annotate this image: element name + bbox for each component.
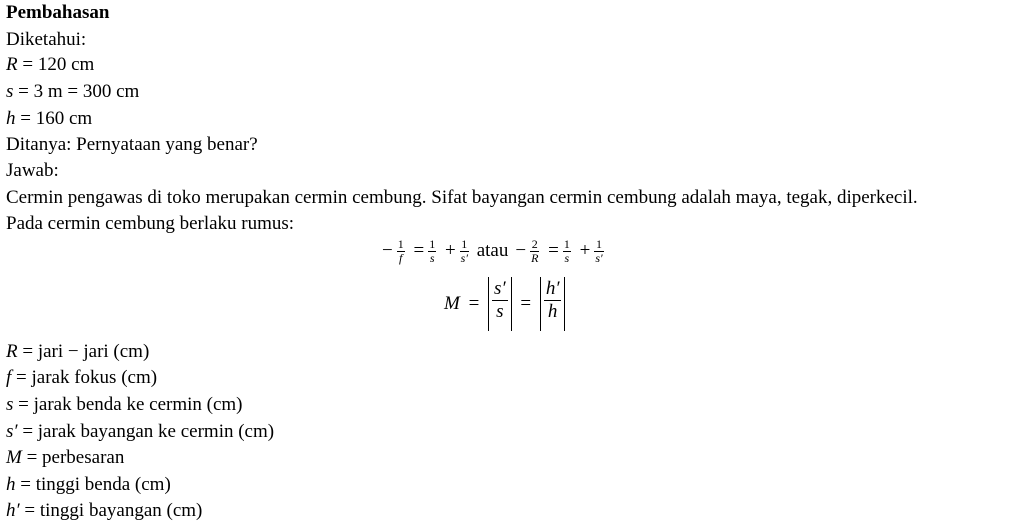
definition-text: = tinggi benda (cm) xyxy=(20,474,171,495)
definition-item xyxy=(6,394,243,416)
definition-text: = jarak bayangan ke cermin (cm) xyxy=(22,421,275,442)
minus-sign: − xyxy=(382,239,393,261)
definition-text: = jari − jari (cm) xyxy=(22,341,150,362)
known-item xyxy=(6,54,94,76)
known-value: = 120 cm xyxy=(22,54,95,75)
equals-sign: = xyxy=(413,239,425,261)
known-value: = 160 cm xyxy=(20,108,93,129)
minus-sign: − xyxy=(515,239,527,261)
known-var: s xyxy=(6,81,14,102)
definition-var: s xyxy=(6,394,14,415)
fraction-1-over-sprime: $\frac{1}{s'}$ xyxy=(460,237,468,265)
plus-sign: + xyxy=(579,239,591,261)
definition-text: = tinggi bayangan (cm) xyxy=(24,500,203,521)
definition-var: M xyxy=(6,447,22,468)
equals-sign: = xyxy=(468,293,480,314)
magnification-formula xyxy=(444,277,565,331)
definition-item xyxy=(6,500,202,522)
definition-var: f xyxy=(6,367,12,388)
definition-text: = jarak benda ke cermin (cm) xyxy=(18,394,243,415)
definition-item xyxy=(6,421,274,443)
paragraph-formula-intro: Pada cermin cembung berlaku rumus: xyxy=(6,213,295,234)
paragraph-convex-mirror: Cermin pengawas di toko merupakan cermin cembung. Sifat bayangan cermin cembung adalah maya, tegak, diperkecil. xyxy=(6,187,918,208)
fraction-1-over-s: $\frac{1}{s}$ xyxy=(429,237,436,265)
known-label: Diketahui: xyxy=(6,29,87,50)
definition-text: = perbesaran xyxy=(26,447,125,468)
definition-var: h xyxy=(6,474,16,495)
section-heading: Pembahasan xyxy=(6,2,110,23)
plus-sign: + xyxy=(444,239,456,261)
definition-item xyxy=(6,341,149,363)
definition-item xyxy=(6,474,171,496)
fraction-1-over-f: $\frac{1}{f}$ xyxy=(397,237,404,265)
known-item xyxy=(6,108,92,130)
abs-hprime-over-h: $\frac{h'}{h}$ xyxy=(540,277,566,331)
known-item xyxy=(6,81,139,103)
definition-text: = jarak fokus (cm) xyxy=(16,367,158,388)
known-var: h xyxy=(6,108,16,129)
known-value: = 3 m = 300 cm xyxy=(18,81,140,102)
definition-var: h′ xyxy=(6,500,20,521)
equals-sign: = xyxy=(548,239,559,261)
definition-var: s′ xyxy=(6,421,18,442)
definition-item xyxy=(6,367,157,389)
equals-sign: = xyxy=(520,293,532,314)
fraction-2-over-R: $\frac{2}{R}$ xyxy=(531,237,539,265)
magnification-symbol: M xyxy=(444,293,460,314)
asked-line: Ditanya: Pernyataan yang benar? xyxy=(6,134,258,155)
definition-var: R xyxy=(6,341,18,362)
answer-label: Jawab: xyxy=(6,160,59,181)
definition-item xyxy=(6,447,124,469)
atau-word: atau xyxy=(476,239,509,261)
fraction-1-over-s: $\frac{1}{s}$ xyxy=(563,237,570,265)
fraction-1-over-sprime: $\frac{1}{s'}$ xyxy=(595,237,603,265)
mirror-formula xyxy=(378,238,604,265)
abs-sprime-over-s: $\frac{s'}{s}$ xyxy=(488,277,512,331)
known-var: R xyxy=(6,54,18,75)
